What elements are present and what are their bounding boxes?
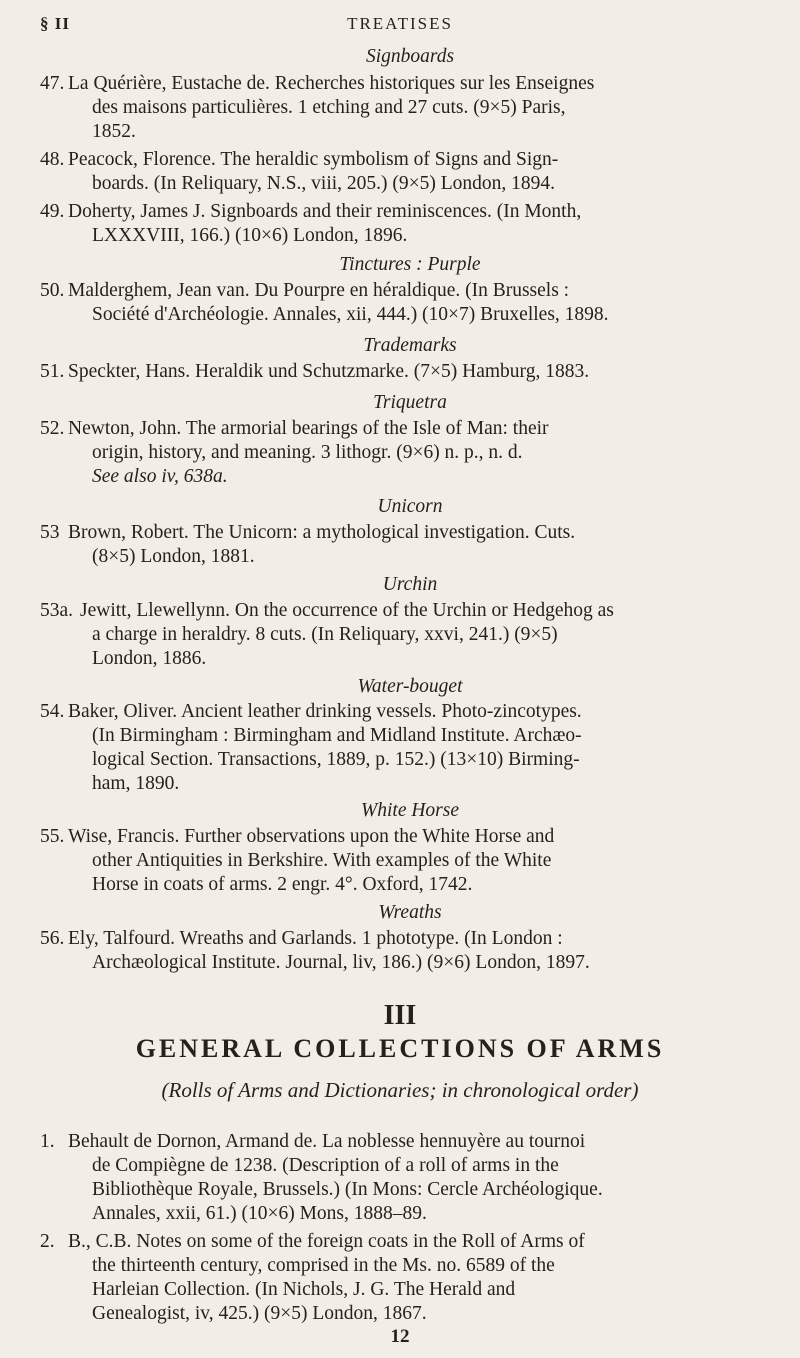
entry-line: Genealogist, iv, 425.) (9×5) London, 1867.: [92, 1303, 427, 1324]
subject-heading: Water-bouget: [357, 676, 463, 697]
entry-line: La Quérière, Eustache de. Recherches historiques sur les Enseignes: [68, 73, 595, 94]
part-title: GENERAL COLLECTIONS OF ARMS: [135, 1034, 665, 1063]
entry-line: Peacock, Florence. The heraldic symbolism of Signs and Sign-: [68, 149, 559, 170]
entry-50: [40, 279, 775, 327]
entry-55: [40, 825, 775, 897]
entry-number: 47.: [40, 73, 65, 94]
part-number: III: [383, 1000, 417, 1031]
entry-line: a charge in heraldry. 8 cuts. (In Reliquary, xxvi, 241.) (9×5): [92, 624, 558, 645]
entry-line: Doherty, James J. Signboards and their reminiscences. (In Month,: [68, 201, 582, 222]
entry-number: 48.: [40, 149, 65, 170]
subject-heading: Tinctures : Purple: [339, 254, 481, 275]
entry-line: de Compiègne de 1238. (Description of a roll of arms in the: [92, 1155, 559, 1176]
entry-number: 53a.: [40, 600, 74, 621]
entry-line: Bibliothèque Royale, Brussels.) (In Mons: Cercle Archéologique.: [92, 1179, 603, 1200]
entry-49: [40, 200, 775, 248]
entry-number: 2.: [40, 1231, 55, 1252]
entry-number: 50.: [40, 280, 65, 301]
entry-line: Malderghem, Jean van. Du Pourpre en héraldique. (In Brussels :: [68, 280, 570, 301]
entry-line: (In Birmingham : Birmingham and Midland Institute. Archæo-: [92, 725, 582, 746]
entry-line: origin, history, and meaning. 3 lithogr. (9×6) n. p., n. d.: [92, 442, 523, 463]
subject-heading: Wreaths: [378, 902, 442, 923]
entry-line: LXXXVIII, 166.) (10×6) London, 1896.: [92, 225, 408, 246]
entry-line: Société d'Archéologie. Annales, xii, 444.) (10×7) Bruxelles, 1898.: [92, 304, 609, 325]
subject-heading: Urchin: [382, 574, 438, 595]
entry-line: Annales, xxii, 61.) (10×6) Mons, 1888–89.: [92, 1203, 427, 1224]
subject-heading: Triquetra: [373, 392, 447, 413]
entry-51: [40, 360, 775, 384]
entry-line: See also iv, 638a.: [92, 466, 228, 487]
entry-56: [40, 927, 775, 975]
entry-line: Harleian Collection. (In Nichols, J. G. The Herald and: [92, 1279, 516, 1300]
subject-heading: Trademarks: [363, 335, 457, 356]
entry-line: London, 1886.: [92, 648, 207, 669]
entry-line: Baker, Oliver. Ancient leather drinking vessels. Photo-zincotypes.: [68, 701, 582, 722]
entry-line: other Antiquities in Berkshire. With examples of the White: [92, 850, 552, 871]
entry-line: des maisons particulières. 1 etching and 27 cuts. (9×5) Paris,: [92, 97, 566, 118]
entry-line: Speckter, Hans. Heraldik und Schutzmarke. (7×5) Hamburg, 1883.: [68, 361, 590, 382]
entry-line: Ely, Talfourd. Wreaths and Garlands. 1 phototype. (In London :: [68, 928, 563, 949]
entry-line: Archæological Institute. Journal, liv, 186.) (9×6) London, 1897.: [92, 952, 590, 973]
entry-line: Wise, Francis. Further observations upon the White Horse and: [68, 826, 555, 847]
entry-line: (8×5) London, 1881.: [92, 546, 255, 567]
entry-line: boards. (In Reliquary, N.S., viii, 205.) (9×5) London, 1894.: [92, 173, 556, 194]
entry-number: 51.: [40, 361, 65, 382]
entry-number: 52.: [40, 418, 65, 439]
page-number: 12: [390, 1326, 410, 1347]
entry-line: 1852.: [92, 121, 136, 142]
section-mark: § II: [40, 14, 70, 33]
entry-53a: [40, 599, 775, 671]
entry-54: [40, 700, 775, 796]
subject-heading: White Horse: [360, 800, 460, 821]
entry-number: 49.: [40, 201, 65, 222]
entry-number: 1.: [40, 1131, 55, 1152]
entry-number: 55.: [40, 826, 65, 847]
subject-heading: Unicorn: [377, 496, 443, 517]
entry-line: the thirteenth century, comprised in the Ms. no. 6589 of the: [92, 1255, 555, 1276]
running-title: TREATISES: [347, 14, 453, 33]
entry-line: Behault de Dornon, Armand de. La noblesse hennuyère au tournoi: [68, 1131, 586, 1152]
entry-line: logical Section. Transactions, 1889, p. 152.) (13×10) Birming-: [92, 749, 580, 770]
part-subtitle: (Rolls of Arms and Dictionaries; in chronological order): [161, 1078, 639, 1102]
entry-47: [40, 72, 775, 144]
subject-heading: Signboards: [365, 46, 455, 67]
entry-number: 56.: [40, 928, 65, 949]
running-head: [40, 14, 760, 40]
entry-line: Newton, John. The armorial bearings of the Isle of Man: their: [68, 418, 549, 439]
entry-line: B., C.B. Notes on some of the foreign coats in the Roll of Arms of: [68, 1231, 585, 1252]
entry-line: Brown, Robert. The Unicorn: a mythological investigation. Cuts.: [68, 522, 576, 543]
entry-52: [40, 417, 775, 489]
entry-line: Horse in coats of arms. 2 engr. 4°. Oxford, 1742.: [92, 874, 473, 895]
entry-number: 54.: [40, 701, 65, 722]
entry-p3-1: [40, 1130, 775, 1226]
entry-number: 53: [40, 522, 60, 543]
entry-line: ham, 1890.: [92, 773, 180, 794]
entry-48: [40, 148, 775, 196]
entry-53: [40, 521, 775, 569]
entry-p3-2: [40, 1230, 775, 1326]
entry-line: Jewitt, Llewellynn. On the occurrence of the Urchin or Hedgehog as: [80, 600, 614, 621]
